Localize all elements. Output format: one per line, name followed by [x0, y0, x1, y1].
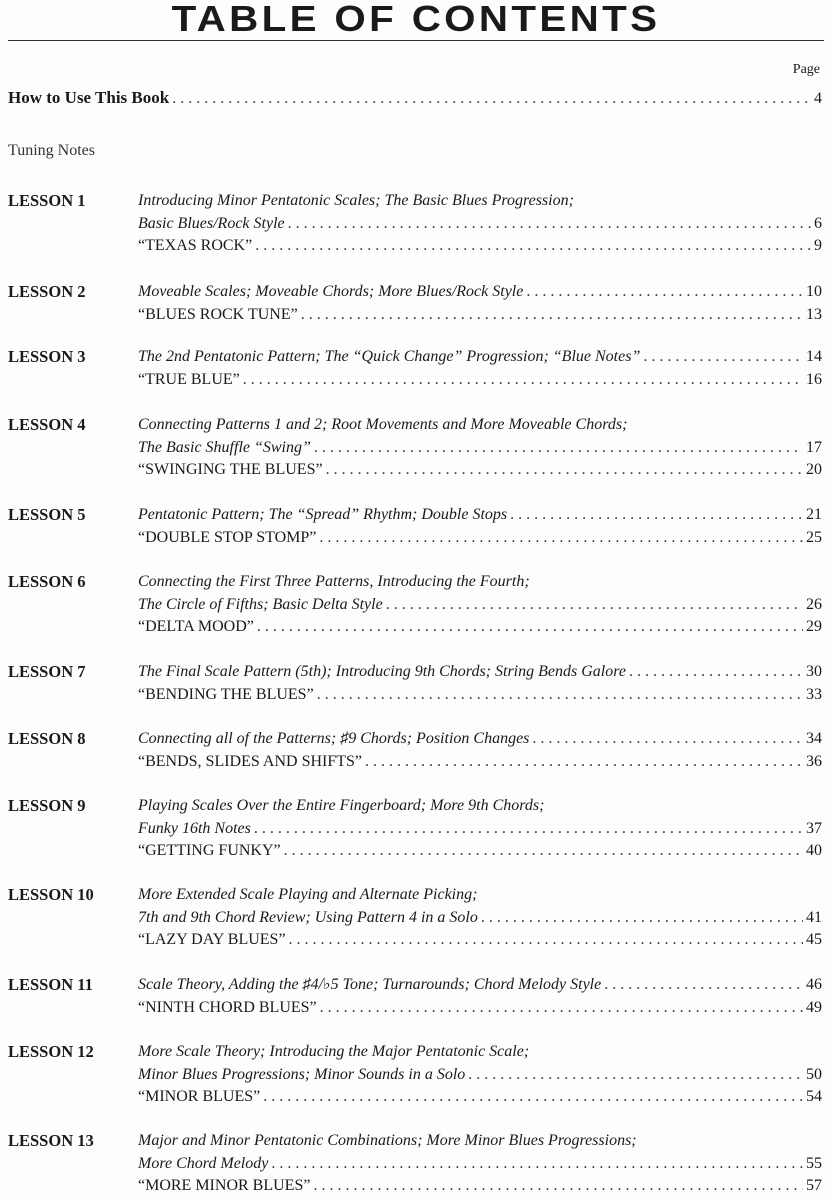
toc-entry-title: “BENDING THE BLUES” — [138, 685, 314, 703]
toc-topic-line[interactable] — [138, 1064, 822, 1086]
toc-entry-title: Pentatonic Pattern; The “Spread” Rhythm; Double Stops — [138, 506, 508, 523]
toc-entry-title: More Scale Theory; Introducing the Major Pentatonic Scale; — [138, 1043, 530, 1060]
toc-entry-title: The 2nd Pentatonic Pattern; The “Quick Change” Progression; “Blue Notes” — [138, 348, 641, 365]
page-title: TABLE OF CONTENTS — [171, 0, 661, 39]
toc-entry-title: “SWINGING THE BLUES” — [138, 461, 323, 478]
toc-song-title-line[interactable] — [138, 369, 822, 391]
toc-topic-line[interactable] — [138, 728, 822, 750]
page-column-label: Page — [792, 62, 820, 77]
dot-leader — [526, 281, 803, 303]
lesson-label: LESSON 10 — [8, 885, 94, 904]
toc-page-number: 33 — [806, 685, 822, 703]
dot-leader — [313, 1175, 803, 1197]
toc-page-number: 46 — [806, 976, 822, 993]
dot-leader — [468, 1064, 803, 1086]
toc-topic-line[interactable] — [138, 1153, 822, 1175]
toc-song-title-line[interactable] — [138, 997, 822, 1019]
lesson-label: LESSON 8 — [8, 729, 86, 748]
dot-leader — [386, 594, 803, 616]
toc-entry-title: “BLUES ROCK TUNE” — [138, 305, 298, 323]
toc-entry-title: More Chord Melody — [138, 1154, 269, 1172]
toc-page-number: 26 — [806, 595, 822, 613]
dot-leader — [289, 929, 803, 951]
toc-page-number: 55 — [806, 1154, 822, 1172]
dot-leader — [317, 684, 803, 706]
title-divider — [8, 40, 824, 41]
toc-entry-title: Basic Blues/Rock Style — [138, 214, 285, 232]
toc-page-number: 20 — [806, 461, 822, 478]
dot-leader — [172, 88, 811, 110]
toc-topic-line[interactable] — [138, 346, 822, 368]
toc-topic-line[interactable] — [138, 281, 822, 303]
dot-leader — [326, 459, 803, 481]
toc-topic-line[interactable] — [138, 594, 822, 616]
dot-leader — [510, 504, 803, 526]
toc-entry-title: Moveable Scales; Moveable Chords; More Blues/Rock Style — [138, 283, 524, 300]
toc-entry-title: “LAZY DAY BLUES” — [138, 931, 286, 948]
lesson-label: LESSON 6 — [8, 572, 86, 591]
dot-leader — [284, 840, 803, 862]
toc-entry-title: “TRUE BLUE” — [138, 370, 240, 388]
toc-entry-title: “GETTING FUNKY” — [138, 842, 281, 859]
toc-entry-title: Connecting all of the Patterns; ♯9 Chords; Position Changes — [138, 730, 530, 747]
dot-leader — [288, 213, 811, 235]
lesson-label: LESSON 7 — [8, 662, 86, 681]
toc-entry-title: “DOUBLE STOP STOMP” — [138, 528, 317, 546]
toc-page-number: 9 — [814, 237, 822, 254]
toc-page-number: 29 — [806, 618, 822, 635]
toc-entry-title: The Circle of Fifths; Basic Delta Style — [138, 595, 383, 613]
toc-entry-title: Major and Minor Pentatonic Combinations; More Minor Blues Progressions; — [138, 1132, 637, 1149]
toc-entry-title: Playing Scales Over the Entire Fingerboard; More 9th Chords; — [138, 797, 545, 814]
toc-entry-title: “BENDS, SLIDES AND SHIFTS” — [138, 752, 363, 770]
lesson-label: LESSON 2 — [8, 282, 86, 301]
toc-page-number: 21 — [806, 506, 822, 523]
toc-entry-title: “DELTA MOOD” — [138, 618, 254, 635]
lesson-label: LESSON 11 — [8, 975, 93, 994]
toc-topic-line — [138, 884, 822, 906]
toc-topic-line[interactable] — [138, 661, 822, 683]
toc-song-title-line[interactable] — [138, 929, 822, 951]
toc-page-number: 16 — [806, 370, 822, 388]
lesson-label: LESSON 4 — [8, 415, 86, 434]
toc-entry-title: Minor Blues Progressions; Minor Sounds in a Solo — [138, 1065, 466, 1083]
toc-entry-title: “MINOR BLUES” — [138, 1088, 261, 1105]
toc-entry-title: “TEXAS ROCK” — [138, 237, 253, 254]
dot-leader — [643, 346, 803, 368]
toc-page-number: 17 — [806, 438, 822, 456]
toc-page-number: 57 — [806, 1177, 822, 1194]
toc-topic-line — [138, 1041, 822, 1063]
toc-page-number: 25 — [806, 528, 822, 546]
toc-song-title-line[interactable] — [138, 1086, 822, 1108]
toc-page-number: 6 — [814, 214, 822, 232]
toc-entry-tuning-notes[interactable]: Tuning Notes — [8, 142, 95, 159]
toc-entry-title: Connecting the First Three Patterns, Introducing the Fourth; — [138, 573, 530, 590]
toc-entry-title: “MORE MINOR BLUES” — [138, 1177, 311, 1194]
toc-song-title-line[interactable] — [138, 304, 822, 326]
dot-leader — [263, 1086, 803, 1108]
toc-page-number: 49 — [806, 998, 822, 1016]
toc-topic-line — [138, 414, 822, 436]
toc-page-number: 30 — [806, 663, 822, 680]
toc-topic-line[interactable] — [138, 437, 822, 459]
toc-song-title-line[interactable] — [138, 1175, 822, 1197]
lesson-label: LESSON 3 — [8, 347, 86, 366]
toc-page-number: 37 — [806, 819, 822, 837]
toc-entry-title: The Basic Shuffle “Swing” — [138, 438, 311, 456]
toc-topic-line[interactable] — [138, 213, 822, 235]
toc-topic-line[interactable] — [138, 974, 822, 996]
toc-page-number: 14 — [806, 348, 822, 365]
toc-entry-title: Scale Theory, Adding the ♯4/♭5 Tone; Turnarounds; Chord Melody Style — [138, 976, 602, 993]
toc-entry-title: Introducing Minor Pentatonic Scales; The Basic Blues Progression; — [138, 192, 574, 209]
dot-leader — [255, 235, 811, 257]
toc-entry-how-to-use[interactable] — [8, 87, 822, 109]
dot-leader — [481, 907, 803, 929]
toc-topic-line[interactable] — [138, 907, 822, 929]
toc-song-title-line[interactable] — [138, 235, 822, 257]
toc-entry-title: More Extended Scale Playing and Alternate Picking; — [138, 886, 478, 903]
toc-entry-title: How to Use This Book — [8, 88, 170, 107]
toc-page-number: 4 — [814, 90, 822, 107]
toc-entry-title: Funky 16th Notes — [138, 819, 251, 837]
dot-leader — [271, 1153, 803, 1175]
toc-page-number: 36 — [806, 752, 822, 770]
dot-leader — [314, 437, 803, 459]
lesson-label: LESSON 1 — [8, 191, 86, 210]
lesson-label: LESSON 12 — [8, 1042, 94, 1061]
toc-page-number: 54 — [806, 1088, 822, 1105]
toc-song-title-line[interactable] — [138, 751, 822, 773]
toc-entry-title: 7th and 9th Chord Review; Using Pattern 4 in a Solo — [138, 908, 478, 926]
dot-leader — [604, 974, 803, 996]
toc-song-title-line[interactable] — [138, 527, 822, 549]
toc-song-title-line[interactable] — [138, 684, 822, 706]
toc-topic-line[interactable] — [138, 504, 822, 526]
toc-song-title-line[interactable] — [138, 840, 822, 862]
toc-page-number: 10 — [806, 283, 822, 300]
dot-leader — [257, 616, 803, 638]
lesson-label: LESSON 9 — [8, 796, 86, 815]
toc-topic-line — [138, 1130, 822, 1152]
toc-entry-title: “NINTH CHORD BLUES” — [138, 998, 317, 1016]
dot-leader — [629, 661, 803, 683]
toc-song-title-line[interactable] — [138, 616, 822, 638]
dot-leader — [319, 527, 803, 549]
dot-leader — [365, 751, 803, 773]
toc-page-number: 50 — [806, 1065, 822, 1083]
dot-leader — [532, 728, 803, 750]
toc-page-number: 13 — [806, 305, 822, 323]
dot-leader — [254, 818, 803, 840]
dot-leader — [301, 304, 803, 326]
lesson-label: LESSON 5 — [8, 505, 86, 524]
toc-page-number: 40 — [806, 842, 822, 859]
toc-topic-line — [138, 795, 822, 817]
dot-leader — [320, 997, 803, 1019]
toc-song-title-line[interactable] — [138, 459, 822, 481]
toc-entry-title: Connecting Patterns 1 and 2; Root Movements and More Moveable Chords; — [138, 416, 628, 433]
toc-topic-line — [138, 571, 822, 593]
lesson-label: LESSON 13 — [8, 1131, 94, 1150]
toc-page-number: 41 — [806, 908, 822, 926]
toc-page-number: 45 — [806, 931, 822, 948]
toc-entry-title: The Final Scale Pattern (5th); Introducing 9th Chords; String Bends Galore — [138, 663, 626, 680]
dot-leader — [243, 369, 803, 391]
toc-topic-line — [138, 190, 822, 212]
toc-topic-line[interactable] — [138, 818, 822, 840]
toc-page-number: 34 — [806, 730, 822, 747]
